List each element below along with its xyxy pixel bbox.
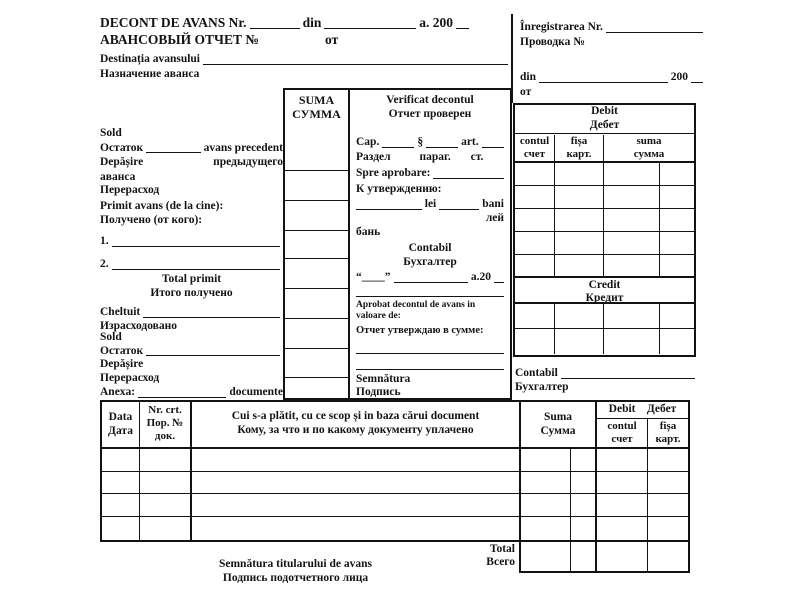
expense-row bbox=[102, 517, 688, 540]
lei-blank-line bbox=[356, 208, 422, 210]
suma-column bbox=[285, 90, 350, 398]
empty-cell bbox=[515, 255, 555, 276]
ostatok-blank-line bbox=[146, 151, 201, 153]
empty-cell bbox=[571, 542, 597, 571]
empty-cell bbox=[597, 517, 648, 540]
annex-row bbox=[100, 386, 283, 400]
empty-cell bbox=[571, 449, 597, 471]
date-blank-line bbox=[324, 27, 416, 29]
ostatok-2-row bbox=[100, 345, 283, 359]
empty-cell bbox=[648, 472, 688, 494]
anexa-label: Anexa: bbox=[100, 386, 136, 398]
received-item-1 bbox=[100, 235, 283, 249]
empty-cell bbox=[521, 542, 571, 571]
amount-blank-line-2 bbox=[356, 369, 504, 370]
empty-cell bbox=[192, 472, 521, 494]
empty-cell bbox=[660, 186, 694, 208]
contul-bottom-ru: счет bbox=[611, 432, 633, 445]
nr-ru2: док. bbox=[154, 429, 176, 442]
empty-cell bbox=[515, 163, 555, 185]
empty-cell bbox=[515, 304, 555, 328]
cap-label: Cap. bbox=[356, 136, 380, 149]
debit-row bbox=[515, 209, 694, 232]
empty-cell bbox=[515, 329, 555, 354]
pererashod-label: Перерасход bbox=[100, 184, 160, 197]
cheltuit-blank-line bbox=[143, 316, 280, 318]
suma-empty-cell bbox=[285, 200, 348, 230]
bani-label: bani bbox=[482, 198, 504, 211]
suma-empty-cell bbox=[285, 318, 348, 348]
contabil-label-ro: Contabil bbox=[408, 242, 452, 255]
registration-blank-line bbox=[606, 31, 703, 33]
empty-cell bbox=[555, 163, 604, 185]
suma-empty-cell bbox=[285, 377, 348, 398]
desc-ro: Cui s-a plătit, cu ce scop și in baza cărui document bbox=[231, 410, 480, 422]
predydushchego-label: предыдущего bbox=[213, 156, 283, 169]
cheltuit-label-ru: Израсходовано bbox=[100, 319, 178, 332]
paragraph-symbol: § bbox=[417, 136, 424, 149]
middle-box bbox=[283, 88, 512, 400]
fisa-ru: карт. bbox=[566, 148, 592, 161]
suma-empty-cell bbox=[285, 230, 348, 258]
separator-line bbox=[356, 296, 504, 297]
debit-header bbox=[515, 105, 694, 134]
credit-header-ru: Кредит bbox=[585, 291, 624, 304]
chapter-row-ru bbox=[356, 151, 504, 165]
pererashod-2-label: Перерасход bbox=[100, 371, 160, 384]
empty-cell bbox=[571, 494, 597, 516]
debit-bottom-ru: Дебет bbox=[646, 403, 677, 415]
debit-bottom-ro: Debit bbox=[608, 403, 636, 415]
registration-ot-label: от bbox=[520, 85, 532, 98]
bani-blank-line bbox=[439, 208, 479, 210]
data-ru: Дата bbox=[108, 424, 133, 437]
nr-ru: Пор. № bbox=[146, 416, 184, 429]
expenses-table-header bbox=[102, 402, 688, 449]
primit-label-ro: Primit avans (de la cine): bbox=[100, 200, 224, 212]
suma-column-header-bottom bbox=[521, 402, 597, 447]
empty-cell bbox=[648, 494, 688, 516]
empty-cell bbox=[604, 186, 660, 208]
empty-cell bbox=[604, 163, 660, 185]
data-ro: Data bbox=[108, 411, 133, 423]
contabil-label-ru: Бухгалтер bbox=[403, 255, 457, 268]
registration-year-blank bbox=[691, 81, 703, 83]
form-title-line bbox=[100, 15, 472, 31]
empty-cell bbox=[140, 449, 192, 471]
suma-ru: сумма bbox=[633, 148, 665, 161]
sold-2-label: Sold bbox=[100, 331, 122, 343]
empty-cell bbox=[515, 209, 555, 231]
contul-bottom-header bbox=[597, 419, 648, 447]
razdel-label: Раздел bbox=[356, 150, 391, 163]
balance-2-block bbox=[100, 331, 283, 385]
bani-label-ru: бань bbox=[356, 225, 381, 238]
contabil-footer-ru: Бухгалтер bbox=[515, 380, 569, 393]
registration-label-ru: Проводка № bbox=[520, 35, 585, 48]
debit-row bbox=[515, 163, 694, 186]
semnatura-label-ro: Semnătura bbox=[356, 372, 411, 385]
debit-row bbox=[515, 186, 694, 209]
paragraph-blank bbox=[426, 146, 458, 148]
contul-column-header bbox=[515, 135, 555, 161]
empty-cell bbox=[140, 517, 192, 540]
spre-aprobare-ru: К утверждению: bbox=[356, 182, 442, 195]
empty-cell bbox=[604, 255, 660, 276]
suma-column-header bbox=[604, 135, 694, 161]
credit-header bbox=[515, 278, 694, 304]
form-title-ru-line bbox=[100, 32, 472, 48]
suma-empty-cell bbox=[285, 288, 348, 318]
empty-cell bbox=[102, 517, 140, 540]
debit-group-subheader bbox=[597, 419, 688, 447]
empty-cell bbox=[102, 472, 140, 494]
empty-cell bbox=[555, 329, 604, 354]
cheltuit-row bbox=[100, 306, 283, 320]
suma-bottom-ro: Suma bbox=[543, 411, 573, 423]
empty-cell bbox=[192, 449, 521, 471]
art-blank bbox=[482, 146, 504, 148]
debit-group-title bbox=[597, 402, 688, 419]
empty-cell bbox=[555, 186, 604, 208]
empty-cell bbox=[521, 517, 571, 540]
date-year-blank bbox=[494, 281, 504, 283]
received-from-block bbox=[100, 200, 283, 227]
registration-date-row bbox=[520, 71, 706, 85]
registration-date-blank-line bbox=[539, 81, 668, 83]
item-1-blank-line bbox=[112, 245, 280, 247]
contul-bottom-ro: contul bbox=[607, 420, 637, 432]
empty-cell bbox=[555, 304, 604, 328]
empty-cell bbox=[648, 517, 688, 540]
aprobat-label-ru: Отчет утверждаю в сумме: bbox=[356, 325, 484, 337]
anexa-blank-line bbox=[138, 396, 226, 398]
empty-cell bbox=[521, 449, 571, 471]
ostatok-2-label: Остаток bbox=[100, 344, 144, 357]
empty-cell bbox=[192, 494, 521, 516]
empty-cell bbox=[521, 472, 571, 494]
year-blank-line bbox=[456, 27, 469, 29]
empty-cell bbox=[597, 449, 648, 471]
form-title-ot: от bbox=[325, 32, 339, 47]
registration-din-label: din bbox=[520, 71, 536, 83]
empty-cell bbox=[597, 542, 648, 571]
empty-cell bbox=[597, 472, 648, 494]
total-primit-ro: Total primit bbox=[161, 273, 222, 285]
empty-cell bbox=[571, 472, 597, 494]
empty-cell bbox=[660, 304, 694, 328]
empty-cell bbox=[140, 472, 192, 494]
contul-ro: contul bbox=[519, 135, 550, 147]
empty-cell bbox=[660, 209, 694, 231]
suma-header-ru: СУММА bbox=[292, 107, 341, 122]
suma-column-header bbox=[285, 90, 348, 170]
debit-row bbox=[515, 232, 694, 255]
empty-cell bbox=[521, 494, 571, 516]
fisa-bottom-ru: карт. bbox=[655, 432, 681, 445]
expense-row bbox=[102, 449, 688, 472]
item-2-blank-line bbox=[112, 268, 280, 270]
total-row bbox=[519, 542, 690, 573]
registration-date-block bbox=[520, 71, 706, 99]
approval-blank-line bbox=[433, 177, 504, 179]
form-title-ru: АВАНСОВЫЙ ОТЧЕТ № bbox=[100, 32, 259, 47]
chapter-row bbox=[356, 136, 504, 150]
destination-blank-line bbox=[203, 63, 508, 65]
description-column-header bbox=[192, 402, 521, 447]
empty-cell bbox=[102, 449, 140, 471]
spent-block bbox=[100, 306, 283, 333]
registration-year-label: 200 bbox=[670, 71, 688, 83]
lei-label-ru: лей bbox=[485, 211, 504, 224]
empty-cell bbox=[604, 209, 660, 231]
ostatok-label: Остаток bbox=[100, 141, 144, 154]
empty-cell bbox=[597, 494, 648, 516]
ostatok-row bbox=[100, 142, 283, 156]
suma-header-ro: SUMA bbox=[298, 93, 335, 107]
ostatok-2-blank-line bbox=[146, 354, 280, 356]
destination-label-ru: Назначение аванса bbox=[100, 67, 200, 80]
total-received-block bbox=[100, 273, 283, 300]
spre-aprobare-label: Spre aprobare: bbox=[356, 167, 431, 180]
empty-cell bbox=[515, 186, 555, 208]
number-blank-line bbox=[250, 27, 300, 29]
date-blank-line-2 bbox=[394, 281, 468, 283]
total-label-ro: Total bbox=[489, 543, 515, 555]
fisa-bottom-ro: fișa bbox=[659, 420, 677, 432]
expense-row bbox=[102, 494, 688, 517]
semnatura-label-ru: Подпись bbox=[356, 386, 401, 398]
empty-cell bbox=[555, 209, 604, 231]
approval-row bbox=[356, 167, 504, 181]
doc-number-column-header bbox=[140, 402, 192, 447]
date-quote: “____” bbox=[356, 271, 391, 284]
depasire-row bbox=[100, 156, 283, 170]
destination-block bbox=[100, 53, 511, 81]
empty-cell bbox=[660, 232, 694, 254]
suma-empty-cell bbox=[285, 170, 348, 200]
fisa-bottom-header bbox=[648, 419, 688, 447]
destination-row bbox=[100, 53, 511, 67]
registration-row bbox=[520, 21, 706, 35]
empty-cell bbox=[140, 494, 192, 516]
desc-ru: Кому, за что и по какому документу уплачено bbox=[237, 423, 474, 436]
avans-precedent-label: avans precedent bbox=[203, 141, 283, 154]
received-item-2 bbox=[100, 258, 283, 272]
st-label: ст. bbox=[470, 150, 484, 163]
debit-credit-table bbox=[513, 103, 696, 357]
date-year-label: a.20 bbox=[470, 271, 491, 284]
expense-row bbox=[102, 472, 688, 495]
expenses-table bbox=[100, 400, 690, 542]
empty-cell bbox=[192, 517, 521, 540]
suma-empty-cell bbox=[285, 348, 348, 377]
fisa-ro: fișa bbox=[570, 135, 588, 147]
empty-cell bbox=[660, 329, 694, 354]
avansa-label: аванса bbox=[100, 170, 136, 183]
empty-cell bbox=[648, 542, 688, 571]
destination-label-ro: Destinația avansului bbox=[100, 53, 201, 65]
sold-label: Sold bbox=[100, 127, 122, 139]
form-title-din: din bbox=[302, 15, 322, 30]
empty-cell bbox=[555, 255, 604, 276]
depasire-2-label: Depășire bbox=[100, 358, 144, 371]
item-1-label: 1. bbox=[100, 235, 109, 247]
form-title-year: a. 200 bbox=[419, 15, 453, 30]
balance-block bbox=[100, 127, 283, 198]
empty-cell bbox=[102, 494, 140, 516]
suma-empty-cell bbox=[285, 258, 348, 288]
credit-row bbox=[515, 304, 694, 329]
debit-subheader bbox=[515, 134, 694, 163]
accountant-blank-line bbox=[561, 377, 695, 379]
credit-header-ro: Credit bbox=[588, 279, 621, 291]
holder-signature-ru: Подпись подотчетного лица bbox=[222, 571, 369, 584]
contul-ru: счет bbox=[523, 148, 546, 161]
aprobat-label-ro: Aprobat decontul de avans in valoare de: bbox=[356, 299, 476, 321]
debit-header-ro: Debit bbox=[591, 105, 618, 117]
holder-signature-ro: Semnătura titularului de avans bbox=[218, 558, 373, 570]
form-title-ro: DECONT DE AVANS Nr. bbox=[100, 15, 247, 30]
depasire-label: Depășire bbox=[100, 156, 144, 169]
empty-cell bbox=[555, 232, 604, 254]
date-quote-row bbox=[356, 271, 504, 285]
lei-bani-row bbox=[356, 198, 504, 212]
debit-header-ru: Дебет bbox=[589, 118, 620, 131]
empty-cell bbox=[571, 517, 597, 540]
parag-label: параг. bbox=[419, 150, 451, 163]
debit-row bbox=[515, 255, 694, 278]
suma-ro: suma bbox=[636, 135, 662, 147]
suma-bottom-ru: Сумма bbox=[540, 424, 576, 437]
empty-cell bbox=[660, 163, 694, 185]
item-2-label: 2. bbox=[100, 258, 109, 270]
lei-label: lei bbox=[424, 198, 437, 211]
empty-cell bbox=[604, 304, 660, 328]
date-column-header bbox=[102, 402, 140, 447]
fisa-column-header bbox=[555, 135, 604, 161]
amount-blank-line-1 bbox=[356, 353, 504, 354]
total-label-ru: Всего bbox=[486, 556, 515, 569]
contabil-footer-ro: Contabil bbox=[515, 367, 558, 379]
art-label: art. bbox=[461, 136, 479, 149]
credit-row bbox=[515, 329, 694, 354]
empty-cell bbox=[660, 255, 694, 276]
total-primit-ru: Итого получено bbox=[150, 286, 233, 299]
empty-cell bbox=[604, 232, 660, 254]
registration-label-ro: Înregistrarea Nr. bbox=[520, 21, 603, 33]
empty-cell bbox=[648, 449, 688, 471]
nr-ro: Nr. crt. bbox=[148, 404, 182, 416]
documente-label: documente bbox=[229, 386, 283, 398]
debit-group-header bbox=[597, 402, 688, 447]
verification-panel bbox=[350, 90, 510, 398]
cheltuit-label-ro: Cheltuit bbox=[100, 306, 141, 318]
verificat-title-ru: Отчет проверен bbox=[388, 107, 472, 120]
primit-label-ru: Получено (от кого): bbox=[100, 213, 203, 226]
accountant-signature-block bbox=[515, 367, 695, 394]
registration-block bbox=[520, 21, 706, 49]
total-label bbox=[438, 543, 515, 569]
cap-blank bbox=[382, 146, 414, 148]
holder-signature-block bbox=[198, 558, 393, 585]
verificat-title-ro: Verificat decontul bbox=[386, 94, 474, 106]
empty-cell bbox=[515, 232, 555, 254]
empty-cell bbox=[604, 329, 660, 354]
accountant-signature-row bbox=[515, 367, 695, 381]
